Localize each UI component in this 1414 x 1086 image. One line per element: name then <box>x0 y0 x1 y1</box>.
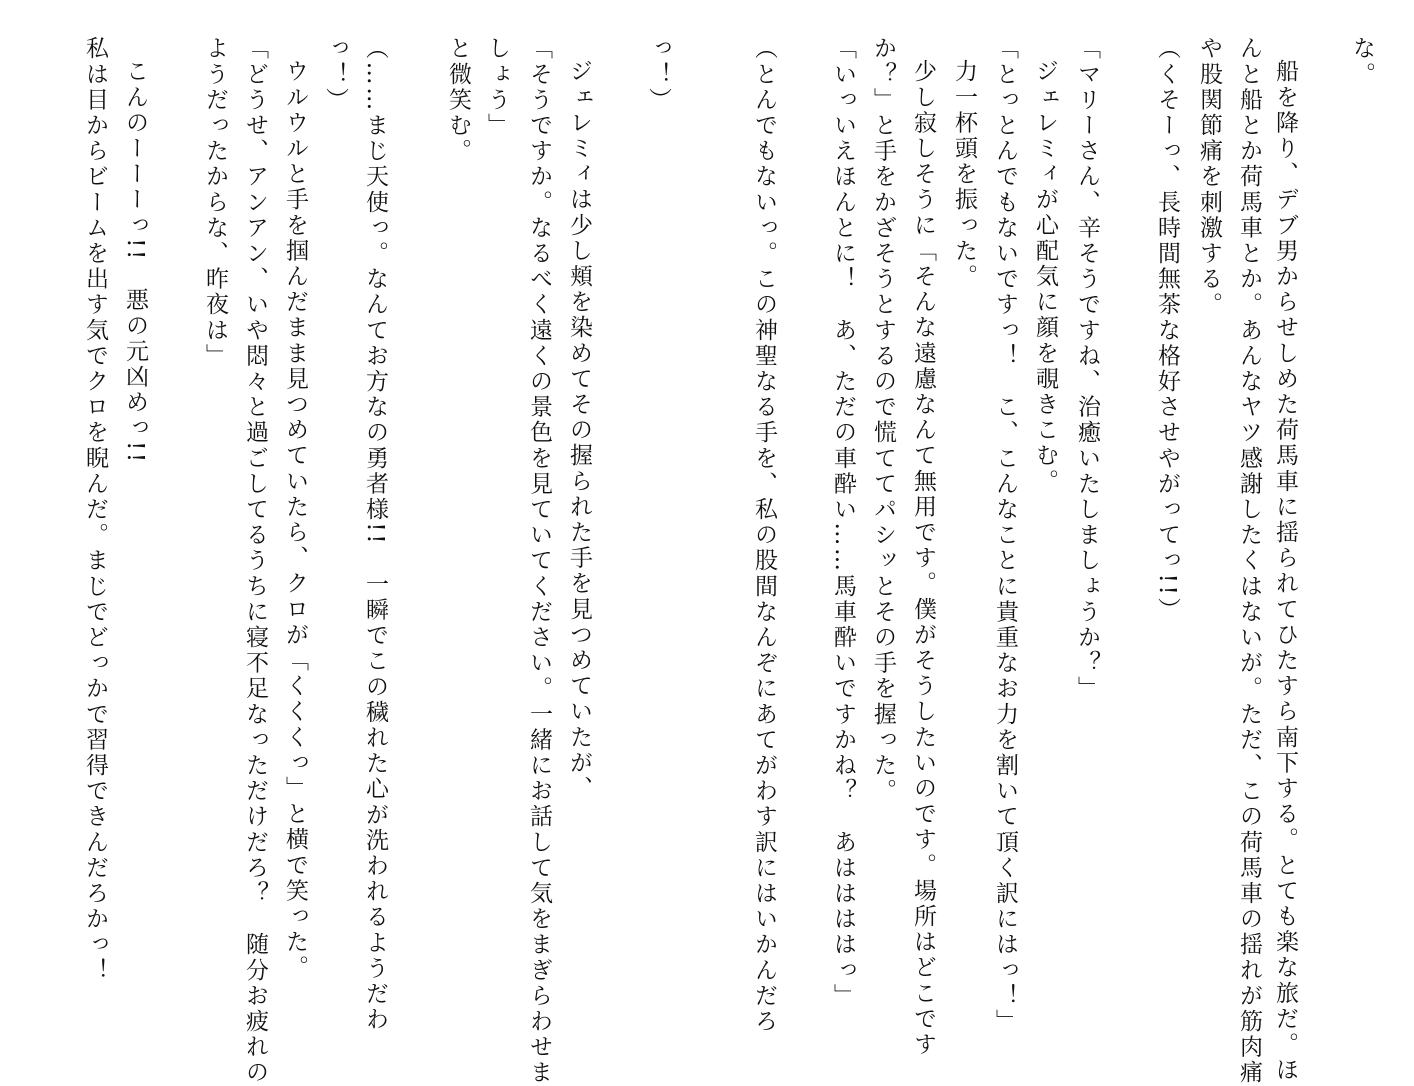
text-column-15: っ！） <box>645 36 671 113</box>
text-column-29: 私は目からビームを出す気でクロを睨んだ。まじでどっかで習得できんだろかっ！ <box>82 36 108 984</box>
text-column-24: ウルウルと手を掴んだまま見つめていたら、クロが「くくくっ」と横で笑った。 <box>282 59 308 981</box>
text-column-14: （とんでもないっ。この神聖なる手を、私の股間なんぞにあてがわす訳にはいかんだろ <box>751 36 777 1035</box>
text-column-20: と微笑む。 <box>445 36 471 164</box>
text-column-23: っ！） <box>322 36 348 113</box>
text-column-28: こんのーーーっ!! 悪の元凶めっ!! <box>122 59 148 465</box>
text-column-18: 「そうですか。なるべく遠くの景色を見ていてください。一緒にお話して気をまぎらわせま <box>526 36 552 1086</box>
text-column-17: ジェレミィは少し頬を染めてその握られた手を見つめていたが、 <box>566 59 592 802</box>
text-column-7: 「マリーさん、辛そうですね、治癒いたしましょうか？」 <box>1074 36 1100 702</box>
text-column-22: （……まじ天使っ。なんてお方なの勇者様!! 一瞬でこの穢れた心が洗われるようだわ <box>362 36 388 1033</box>
text-column-4: や股関節痛を刺激する。 <box>1196 36 1222 318</box>
text-column-1: な。 <box>1349 36 1375 88</box>
text-column-9: 「とっとんでもないですっ！ こ、こんなことに貴重なお力を割いて頂く訳にはっ！」 <box>992 36 1018 1035</box>
text-column-11: 少し寂しそうに「そんな遠慮なんて無用です。僕がそうしたいのです。場所はどこです <box>910 59 936 1058</box>
text-column-19: しょう」 <box>484 36 510 139</box>
text-column-21 <box>401 36 435 976</box>
text-column-13: 「いっいえほんとに！ あ、ただの車酔い……馬車酔いですかね？ あははははっ」 <box>830 36 856 1009</box>
text-column-25: 「どうせ、アンアン、いや悶々と過ごしてるうちに寝不足なっただけだろ？ 随分お疲れの <box>242 36 268 1086</box>
text-column-8: ジェレミィが心配気に顔を覗きこむ。 <box>1032 59 1058 495</box>
text-column-5: （くそーっ、長時間無茶な格好させやがってっ!!） <box>1154 36 1180 623</box>
text-column-10: 力一杯頭を振った。 <box>951 59 977 290</box>
text-column-27 <box>158 36 192 976</box>
text-column-3: んと船とか荷馬車とか。あんなヤツ感謝したくはないが。ただ、この荷馬車の揺れが筋肉痛 <box>1236 36 1262 1086</box>
text-column-26: ようだったからな、昨夜は」 <box>202 36 228 369</box>
text-column-12: か？」と手をかざそうとするので慌ててパシッとその手を握った。 <box>870 36 896 804</box>
text-column-2: 船を降り、デブ男からせしめた荷馬車に揺られてひたすら南下する。とても楽な旅だ。ほ <box>1272 59 1298 1083</box>
text-column-16 <box>602 36 636 976</box>
text-column-6 <box>1110 36 1144 976</box>
